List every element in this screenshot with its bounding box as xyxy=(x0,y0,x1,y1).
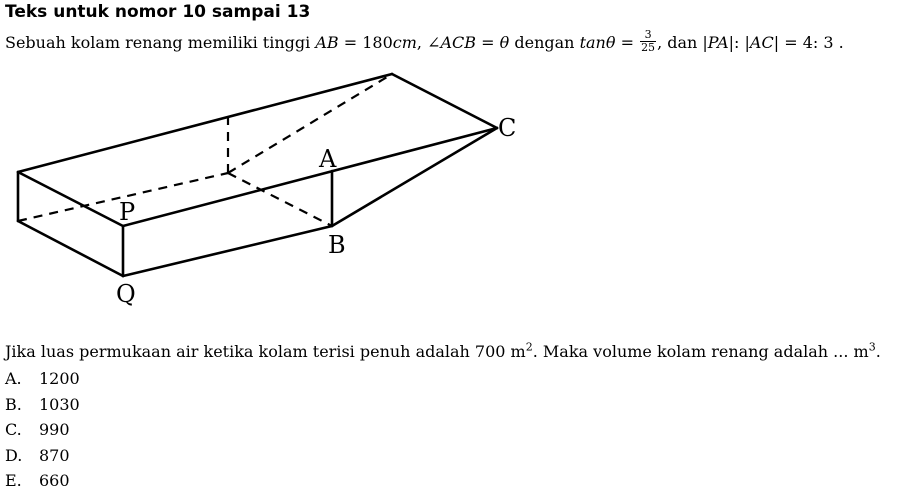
option-value: 660 xyxy=(39,471,70,490)
option-letter: D. xyxy=(5,445,23,465)
intro-text: Sebuah kolam renang memiliki tinggi xyxy=(5,33,316,52)
option-c[interactable] xyxy=(5,417,80,443)
option-letter: A. xyxy=(5,369,22,388)
option-e[interactable] xyxy=(5,468,80,494)
hidden-edge-to-b xyxy=(228,173,332,226)
math-ab: AB = 180cm xyxy=(315,33,417,52)
option-value: 1030 xyxy=(39,394,80,414)
superscript-2: 2 xyxy=(525,340,533,354)
label-c: C xyxy=(498,114,517,142)
question-text: Jika luas permukaan air ketika kolam terisi penuh adalah 700 $m^2$. Maka volume kolam renang adalah ... $m^3$. xyxy=(5,340,881,361)
label-a: A xyxy=(319,145,337,173)
option-letter: C. xyxy=(5,420,22,439)
option-value: 870 xyxy=(39,445,70,465)
intro-dengan: dengan xyxy=(509,33,580,52)
intro-dan: , dan xyxy=(657,33,703,52)
separator: , xyxy=(416,33,428,52)
option-letter: B. xyxy=(5,394,22,414)
label-p: P xyxy=(119,198,136,226)
edge-bottom-left xyxy=(18,221,123,276)
edge-top-right xyxy=(392,74,497,128)
option-a[interactable] xyxy=(5,366,80,392)
fraction xyxy=(640,29,656,54)
section-heading: Teks untuk nomor 10 sampai 13 xyxy=(5,2,311,22)
superscript-3: 3 xyxy=(868,340,876,354)
edge-qb xyxy=(123,226,332,276)
pool-diagram xyxy=(0,60,560,320)
label-q: Q xyxy=(116,280,136,308)
option-value: 1200 xyxy=(39,369,80,388)
option-letter: E. xyxy=(5,471,22,490)
fraction-denominator: 25 xyxy=(641,41,656,54)
intro-end: . xyxy=(833,33,844,52)
answer-options xyxy=(5,366,80,494)
math-ratio: |PA|: |AC| = 4: 3 xyxy=(702,33,834,52)
math-angle: ∠ACB = θ xyxy=(427,33,510,52)
edge-bc xyxy=(332,128,497,226)
label-b: B xyxy=(328,231,346,259)
math-tan: tanθ = xyxy=(579,33,640,52)
problem-statement xyxy=(5,28,844,56)
option-b[interactable] xyxy=(5,392,80,418)
fraction-numerator: 3 xyxy=(640,29,656,42)
option-d[interactable] xyxy=(5,443,80,469)
option-value: 990 xyxy=(39,420,70,439)
hidden-edge-diagonal xyxy=(228,74,392,173)
edge-top-front xyxy=(123,128,497,226)
